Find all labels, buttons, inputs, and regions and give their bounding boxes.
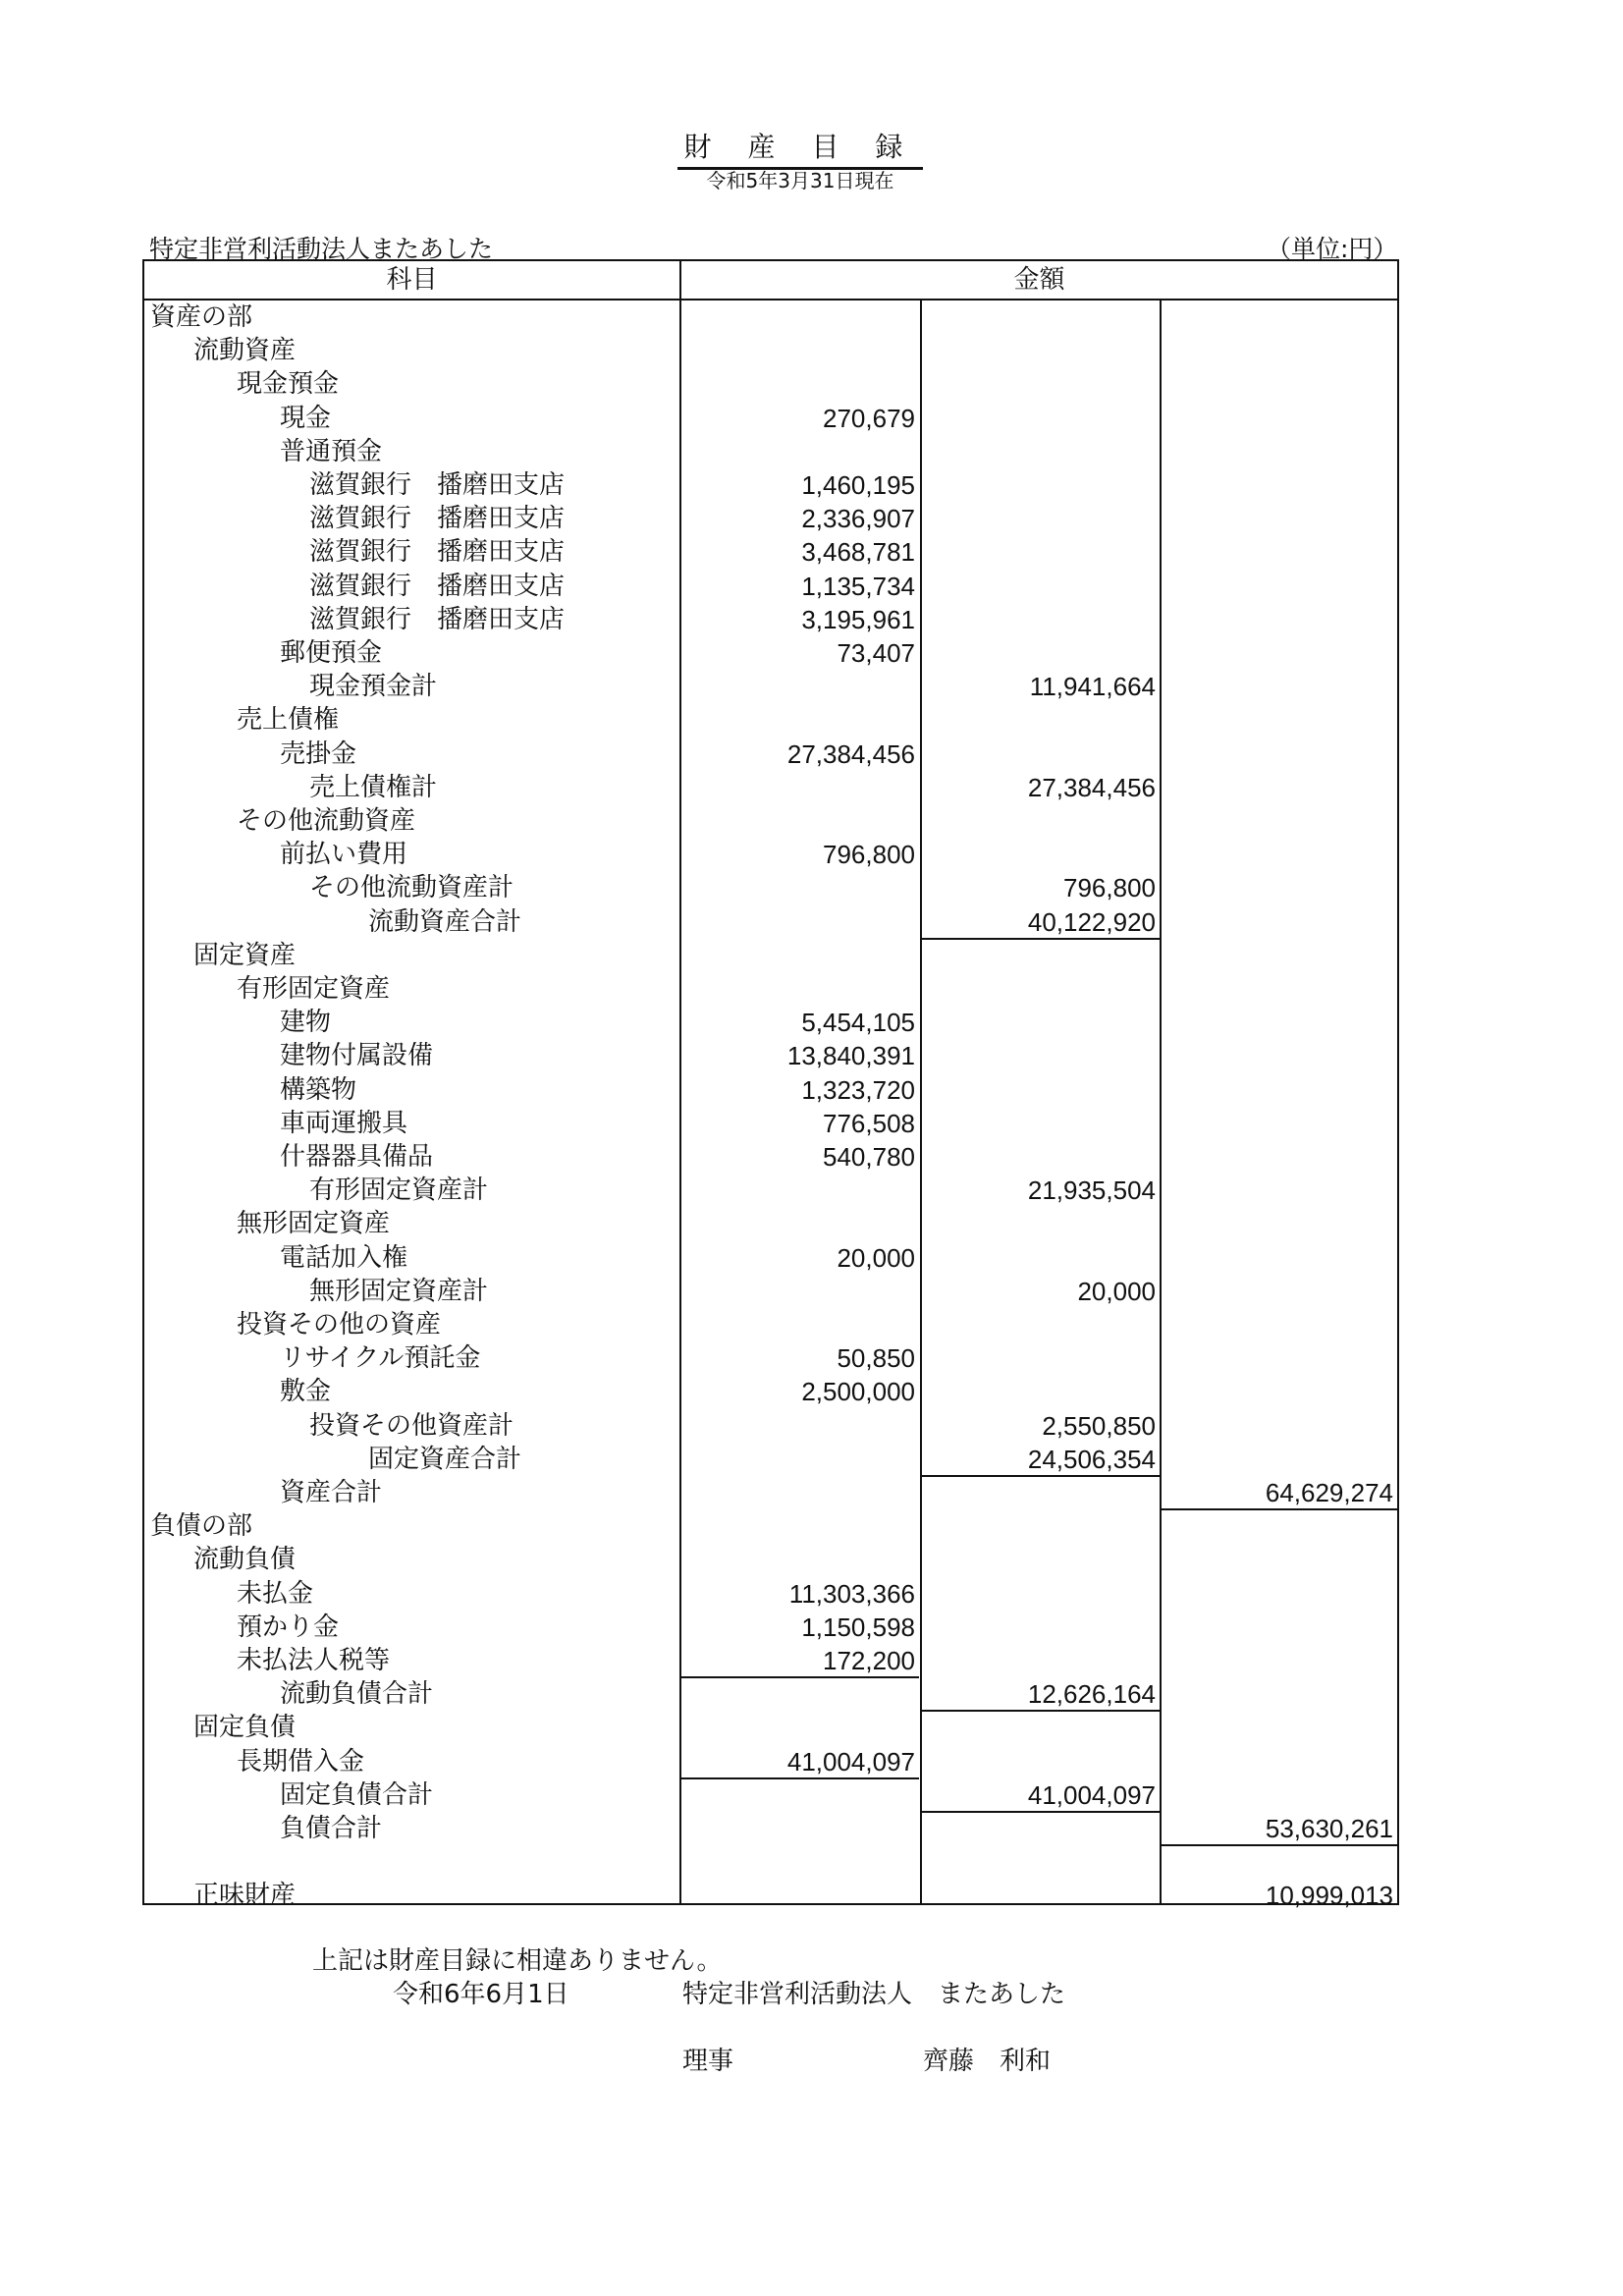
- subtotal-rule: [922, 1710, 1160, 1712]
- account-label: 固定負債: [193, 1713, 297, 1743]
- table-row: [144, 738, 1401, 771]
- account-label: 建物付属設備: [280, 1041, 434, 1071]
- table-row: [144, 1644, 1401, 1677]
- account-label: 構築物: [280, 1074, 357, 1105]
- table-row: [144, 703, 1401, 737]
- amount-col2: 12,626,164: [1027, 1679, 1156, 1710]
- account-label: 無形固定資産計: [309, 1276, 489, 1306]
- footer-statement: 上記は財産目録に相違ありません。: [312, 1946, 723, 1976]
- account-label: 郵便預金: [280, 638, 383, 668]
- account-label: 投資その他の資産: [237, 1310, 442, 1339]
- amount-col1: 540,780: [823, 1142, 915, 1172]
- table-row: [144, 1509, 1401, 1543]
- subtotal-rule: [1162, 1844, 1399, 1846]
- account-label: 現金: [280, 403, 332, 433]
- amount-col3: 53,630,261: [1265, 1814, 1393, 1843]
- table-row: [144, 1745, 1401, 1778]
- table-row: [144, 502, 1401, 535]
- table-row: [144, 367, 1401, 401]
- account-label: 滋賀銀行 播磨田支店: [309, 504, 566, 534]
- table-row: [144, 1845, 1401, 1879]
- table-row: [144, 1207, 1401, 1240]
- account-label: 預かり金: [237, 1612, 340, 1642]
- account-label: 流動資産: [193, 336, 297, 366]
- table-row: [144, 1341, 1401, 1375]
- account-label: 滋賀銀行 播磨田支店: [309, 537, 566, 568]
- amount-col1: 5,454,105: [801, 1008, 915, 1038]
- organization-name: 特定非営利活動法人またあした: [149, 235, 494, 263]
- account-label: 固定資産: [193, 940, 297, 970]
- table-row: [144, 570, 1401, 603]
- amount-col2: 40,122,920: [1027, 906, 1156, 937]
- account-label: 現金預金計: [309, 672, 438, 702]
- amount-col1: 1,460,195: [801, 470, 915, 500]
- table-row: [144, 636, 1401, 670]
- account-label: 普通預金: [280, 436, 383, 466]
- account-label: 車両運搬具: [280, 1108, 408, 1138]
- table-row: [144, 771, 1401, 804]
- account-label: 滋賀銀行 播磨田支店: [309, 604, 566, 634]
- amount-col1: 13,840,391: [786, 1041, 915, 1071]
- account-label: 敷金: [280, 1377, 332, 1407]
- table-row: [144, 1812, 1401, 1845]
- table-row: [144, 1879, 1401, 1912]
- account-label: 滋賀銀行 播磨田支店: [309, 571, 566, 601]
- amount-col2: 11,941,664: [1029, 672, 1156, 702]
- document-date: 令和5年3月31日現在: [706, 169, 894, 192]
- table-row: [144, 1778, 1401, 1812]
- account-label: 電話加入権: [280, 1242, 408, 1273]
- account-label: 固定負債合計: [280, 1779, 434, 1810]
- account-label: 未払金: [237, 1578, 314, 1609]
- table-row: [144, 972, 1401, 1006]
- table-row: [144, 1543, 1401, 1576]
- table-row: [144, 334, 1401, 367]
- amount-col1: 1,323,720: [801, 1074, 915, 1105]
- table-row: [144, 1308, 1401, 1341]
- subtotal-rule: [681, 1676, 919, 1678]
- amount-col1: 2,500,000: [801, 1377, 915, 1407]
- subtotal-rule: [922, 938, 1160, 940]
- account-label: 有形固定資産計: [309, 1175, 489, 1206]
- account-label: 固定資産合計: [368, 1444, 522, 1474]
- amount-col2: 24,506,354: [1027, 1444, 1156, 1474]
- account-label: 資産の部: [150, 302, 253, 332]
- table-row: [144, 905, 1401, 939]
- account-label: 現金預金: [237, 369, 340, 400]
- table-row: [144, 804, 1401, 838]
- table-row: [144, 1611, 1401, 1644]
- table-row: [144, 1006, 1401, 1039]
- amount-col3: 10,999,013: [1265, 1881, 1393, 1911]
- table-row: [144, 1039, 1401, 1072]
- account-label: 売上債権: [237, 705, 340, 736]
- account-label: その他流動資産計: [309, 873, 514, 903]
- account-label: 投資その他資産計: [309, 1410, 514, 1441]
- account-label: 売掛金: [280, 738, 357, 769]
- account-label: 有形固定資産: [237, 974, 391, 1004]
- footer-sign-org: 特定非営利活動法人 またあした: [682, 1980, 1066, 2009]
- amount-col2: 21,935,504: [1027, 1175, 1156, 1206]
- table-row: [144, 603, 1401, 636]
- table-row: [144, 1107, 1401, 1140]
- table-row: [144, 435, 1401, 468]
- account-label: 負債合計: [280, 1814, 383, 1843]
- footer-signatory-name: 齊藤 利和: [923, 2047, 1052, 2076]
- table-row: [144, 1711, 1401, 1744]
- account-label: 前払い費用: [280, 840, 408, 870]
- account-label: 建物: [280, 1008, 332, 1038]
- amount-col1: 11,303,366: [788, 1578, 915, 1609]
- unit-label: （単位:円）: [1267, 235, 1398, 263]
- amount-col1: 20,000: [837, 1242, 915, 1273]
- subtotal-rule: [1162, 1508, 1399, 1510]
- account-label: 長期借入金: [237, 1746, 365, 1777]
- inventory-table: [142, 259, 1399, 1911]
- subtotal-rule: [922, 1811, 1160, 1813]
- table-row: [144, 1174, 1401, 1207]
- amount-col1: 73,407: [837, 638, 915, 668]
- amount-col1: 796,800: [823, 840, 915, 870]
- account-label: その他流動資産: [237, 806, 416, 836]
- amount-col2: 20,000: [1077, 1276, 1156, 1306]
- header-amount: 金額: [1013, 265, 1065, 295]
- account-label: 売上債権計: [309, 772, 438, 802]
- amount-col1: 3,195,961: [801, 604, 915, 634]
- table-row: [144, 1409, 1401, 1443]
- account-label: 流動負債: [193, 1545, 297, 1575]
- account-label: 無形固定資産: [237, 1209, 391, 1239]
- amount-col1: 3,468,781: [801, 537, 915, 568]
- amount-col1: 50,850: [837, 1343, 915, 1374]
- account-label: 負債の部: [150, 1511, 253, 1542]
- account-label: 滋賀銀行 播磨田支店: [309, 470, 566, 500]
- amount-col1: 2,336,907: [801, 504, 915, 534]
- amount-col2: 796,800: [1063, 873, 1156, 903]
- account-label: 什器器具備品: [280, 1142, 434, 1172]
- table-row: [144, 1275, 1401, 1308]
- amount-col1: 1,135,734: [801, 571, 915, 601]
- table-row: [144, 468, 1401, 502]
- account-label: 正味財産: [193, 1881, 297, 1911]
- amount-col1: 1,150,598: [801, 1612, 915, 1642]
- table-row: [144, 1140, 1401, 1174]
- table-row: [144, 1677, 1401, 1711]
- table-row: [144, 1476, 1401, 1509]
- table-row: [144, 301, 1401, 334]
- subtotal-rule: [922, 1475, 1160, 1477]
- amount-col2: 2,550,850: [1042, 1410, 1156, 1441]
- table-row: [144, 939, 1401, 972]
- table-row: [144, 402, 1401, 435]
- amount-col1: 172,200: [823, 1646, 915, 1675]
- footer-role: 理事: [682, 2047, 734, 2076]
- account-label: 流動資産合計: [368, 906, 522, 937]
- amount-col1: 776,508: [823, 1108, 915, 1138]
- table-row: [144, 535, 1401, 569]
- account-label: 流動負債合計: [280, 1679, 434, 1710]
- table-row: [144, 1443, 1401, 1476]
- table-row: [144, 871, 1401, 904]
- footer-sign-date: 令和6年6月1日: [393, 1980, 569, 2009]
- account-label: 資産合計: [280, 1478, 383, 1507]
- subtotal-rule: [681, 1777, 919, 1779]
- document-title: 財 産 目 録: [677, 126, 923, 170]
- amount-col1: 41,004,097: [786, 1746, 915, 1777]
- table-row: [144, 1073, 1401, 1107]
- header-account: 科目: [386, 265, 438, 295]
- table-row: [144, 1375, 1401, 1408]
- account-label: 未払法人税等: [237, 1646, 391, 1675]
- table-row: [144, 1577, 1401, 1611]
- table-row: [144, 1241, 1401, 1275]
- table-row: [144, 838, 1401, 871]
- amount-col2: 27,384,456: [1027, 772, 1156, 802]
- table-row: [144, 670, 1401, 703]
- amount-col1: 270,679: [823, 403, 915, 433]
- amount-col2: 41,004,097: [1027, 1779, 1156, 1810]
- account-label: リサイクル預託金: [280, 1343, 481, 1374]
- amount-col1: 27,384,456: [786, 738, 915, 769]
- amount-col3: 64,629,274: [1265, 1478, 1393, 1507]
